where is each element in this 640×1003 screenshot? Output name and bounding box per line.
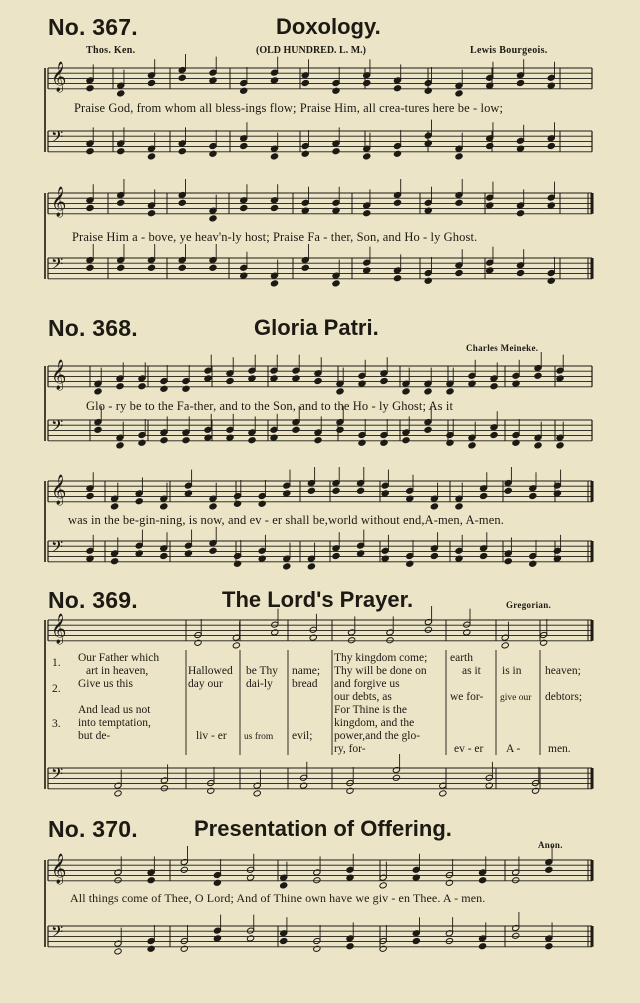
note-head — [226, 377, 234, 384]
note-head — [534, 442, 542, 449]
note-head — [111, 503, 119, 510]
hymn-title: Gloria Patri. — [254, 315, 379, 340]
note-head — [381, 555, 389, 562]
note-head — [180, 866, 188, 873]
note-head — [180, 945, 188, 952]
note-head — [307, 563, 315, 570]
note-head — [486, 267, 494, 274]
note-head — [455, 269, 463, 276]
note-head — [402, 437, 410, 444]
chant-text: ev - er — [454, 743, 484, 755]
note-head — [86, 148, 94, 155]
note-head — [336, 388, 344, 395]
note-head — [138, 439, 146, 446]
treble-clef-icon: 𝄞 — [51, 475, 67, 505]
note-head — [516, 210, 524, 217]
note-head — [270, 77, 278, 84]
note-head — [480, 552, 488, 559]
note-head — [271, 629, 279, 636]
note-head — [445, 879, 453, 886]
note-head — [313, 945, 321, 952]
note-head — [534, 372, 542, 379]
note-head — [468, 380, 476, 387]
chant-text: we for- — [450, 691, 484, 703]
note-head — [178, 199, 186, 206]
note-head — [247, 935, 255, 942]
note-head — [363, 267, 371, 274]
note-head — [445, 937, 453, 944]
note-head — [178, 264, 186, 271]
note-head — [363, 79, 371, 86]
note-head — [545, 943, 553, 950]
note-head — [512, 380, 520, 387]
chant-text: day our — [188, 678, 223, 690]
chant-text: A - — [506, 743, 521, 755]
bass-clef-icon: 𝄢 — [51, 417, 64, 439]
note-head — [117, 148, 125, 155]
chant-text: our debts, as — [334, 691, 392, 703]
note-head — [253, 790, 261, 797]
treble-clef-icon: 𝄞 — [51, 614, 67, 644]
chant-text: Hallowed — [188, 665, 233, 677]
note-head — [270, 434, 278, 441]
note-head — [424, 426, 432, 433]
note-head — [270, 153, 278, 160]
note-head — [309, 634, 317, 641]
note-head — [213, 879, 221, 886]
note-head — [292, 375, 300, 382]
chant-text: Give us this — [78, 678, 133, 690]
note-head — [160, 503, 168, 510]
note-head — [240, 204, 248, 211]
hymn-number: No. 370. — [48, 816, 138, 842]
note-head — [512, 877, 520, 884]
note-head — [424, 87, 432, 94]
chant-text: kingdom, and the — [334, 717, 415, 729]
note-head — [209, 215, 217, 222]
note-head — [504, 487, 512, 494]
chant-text: be Thy — [246, 665, 279, 677]
note-head — [424, 207, 432, 214]
chant-text: art in heaven, — [86, 665, 149, 677]
note-head — [147, 945, 155, 952]
note-head — [240, 272, 248, 279]
note-head — [358, 439, 366, 446]
note-head — [138, 383, 146, 390]
note-head — [455, 555, 463, 562]
lyric-line: was in the be-gin-ning, is now, and ev - er shall be,world without end,A-men, A-men. — [68, 513, 504, 527]
note-head — [111, 558, 119, 565]
bass-clef-icon: 𝄢 — [51, 765, 64, 787]
hymn-title: The Lord's Prayer. — [222, 587, 414, 612]
note-head — [117, 264, 125, 271]
chant-text: liv - er — [196, 730, 227, 742]
bass-clef-icon: 𝄢 — [51, 128, 64, 150]
note-head — [160, 437, 168, 444]
note-head — [207, 787, 215, 794]
note-head — [240, 87, 248, 94]
note-head — [412, 937, 420, 944]
note-head — [209, 77, 217, 84]
note-head — [386, 637, 394, 644]
note-head — [402, 388, 410, 395]
bass-clef-icon: 𝄢 — [51, 255, 64, 277]
note-head — [234, 560, 242, 567]
hymn-number: No. 369. — [48, 587, 138, 613]
hymn-number: No. 367. — [48, 14, 138, 40]
note-head — [547, 202, 555, 209]
lyric-line: All things come of Thee, O Lord; And of Thine own have we giv - en Thee. A - men. — [70, 891, 486, 905]
note-head — [86, 555, 94, 562]
note-head — [556, 375, 564, 382]
note-head — [204, 434, 212, 441]
note-head — [234, 500, 242, 507]
note-head — [332, 207, 340, 214]
note-head — [204, 375, 212, 382]
chant-text: evil; — [292, 730, 313, 742]
composer-credit: Lewis Bourgeois. — [470, 45, 548, 56]
note-head — [545, 866, 553, 873]
note-head — [314, 377, 322, 384]
note-head — [455, 90, 463, 97]
note-head — [117, 199, 125, 206]
note-head — [455, 153, 463, 160]
note-head — [313, 877, 321, 884]
chant-text: For Thine is the — [334, 704, 407, 716]
note-head — [232, 642, 240, 649]
chant-text: into temptation, — [78, 717, 151, 729]
note-head — [468, 442, 476, 449]
note-head — [446, 439, 454, 446]
note-head — [501, 642, 509, 649]
chant-text: men. — [548, 743, 571, 755]
note-head — [406, 560, 414, 567]
chant-text: name; — [292, 665, 321, 677]
hymn-title: Presentation of Offering. — [194, 816, 452, 841]
chant-text: power,and the glo- — [334, 730, 421, 742]
note-head — [116, 383, 124, 390]
chant-text: heaven; — [545, 665, 581, 677]
note-head — [94, 388, 102, 395]
note-head — [332, 552, 340, 559]
note-head — [379, 882, 387, 889]
note-head — [363, 153, 371, 160]
chant-text: Thy kingdom come; — [334, 652, 428, 664]
note-head — [393, 199, 401, 206]
note-head — [307, 487, 315, 494]
composer-credit: Charles Meineke. — [466, 343, 539, 353]
note-head — [209, 264, 217, 271]
treble-clef-icon: 𝄞 — [51, 360, 67, 390]
note-head — [357, 487, 365, 494]
note-head — [455, 199, 463, 206]
treble-clef-icon: 𝄞 — [51, 854, 67, 884]
note-head — [529, 560, 537, 567]
note-head — [247, 874, 255, 881]
hymn-title: Doxology. — [276, 14, 381, 39]
note-head — [424, 140, 432, 147]
note-head — [490, 431, 498, 438]
note-head — [357, 550, 365, 557]
chant-text: debtors; — [545, 691, 583, 703]
note-head — [393, 275, 401, 282]
chant-text: ry, for- — [334, 743, 366, 755]
note-head — [393, 150, 401, 157]
note-head — [392, 774, 400, 781]
note-head — [184, 490, 192, 497]
chant-text: earth — [450, 652, 473, 664]
note-head — [184, 550, 192, 557]
bass-clef-icon: 𝄢 — [51, 538, 64, 560]
chant-text: dai-ly — [246, 678, 273, 690]
note-head — [424, 277, 432, 284]
note-head — [490, 383, 498, 390]
note-head — [363, 210, 371, 217]
note-head — [479, 877, 487, 884]
hymn-number: No. 368. — [48, 315, 138, 341]
note-head — [346, 874, 354, 881]
note-head — [332, 148, 340, 155]
composer-credit: Gregorian. — [506, 600, 552, 610]
note-head — [486, 142, 494, 149]
note-head — [547, 142, 555, 149]
note-head — [147, 153, 155, 160]
note-head — [283, 563, 291, 570]
note-head — [540, 639, 548, 646]
note-head — [182, 437, 190, 444]
note-head — [209, 547, 217, 554]
note-head — [332, 280, 340, 287]
note-head — [280, 937, 288, 944]
note-head — [114, 948, 122, 955]
note-head — [430, 503, 438, 510]
note-head — [512, 932, 520, 939]
note-head — [463, 629, 471, 636]
note-head — [209, 150, 217, 157]
note-head — [300, 782, 308, 789]
note-head — [424, 626, 432, 633]
chant-text: us from — [244, 732, 274, 742]
note-head — [479, 943, 487, 950]
note-head — [301, 79, 309, 86]
note-head — [213, 935, 221, 942]
note-head — [270, 375, 278, 382]
note-head — [455, 503, 463, 510]
note-head — [504, 558, 512, 565]
note-head — [116, 442, 124, 449]
note-head — [430, 552, 438, 559]
note-head — [532, 787, 540, 794]
note-head — [117, 90, 125, 97]
note-head — [194, 639, 202, 646]
note-head — [114, 877, 122, 884]
note-head — [147, 877, 155, 884]
note-head — [248, 437, 256, 444]
chant-text: and forgive us — [334, 678, 400, 690]
note-head — [529, 492, 537, 499]
note-head — [226, 434, 234, 441]
note-head — [270, 280, 278, 287]
bass-clef-icon: 𝄢 — [51, 923, 64, 945]
note-head — [547, 82, 555, 89]
note-head — [424, 388, 432, 395]
note-head — [301, 207, 309, 214]
note-head — [160, 385, 168, 392]
chant-text: but de- — [78, 730, 111, 742]
verse-number: 2. — [52, 683, 61, 695]
chant-text: Thy will be done on — [334, 665, 427, 677]
note-head — [446, 388, 454, 395]
note-head — [182, 385, 190, 392]
note-head — [516, 269, 524, 276]
note-head — [556, 442, 564, 449]
note-head — [486, 82, 494, 89]
note-head — [160, 785, 168, 792]
note-head — [178, 148, 186, 155]
chant-text: Our Father which — [78, 652, 160, 664]
chant-text: And lead us not — [78, 704, 151, 716]
note-head — [332, 487, 340, 494]
note-head — [486, 202, 494, 209]
note-head — [280, 882, 288, 889]
note-head — [258, 500, 266, 507]
note-head — [86, 492, 94, 499]
note-head — [94, 426, 102, 433]
note-head — [147, 210, 155, 217]
note-head — [248, 375, 256, 382]
note-head — [314, 437, 322, 444]
note-head — [160, 552, 168, 559]
chant-text: as it — [462, 665, 481, 677]
note-head — [439, 790, 447, 797]
note-head — [301, 264, 309, 271]
note-head — [516, 145, 524, 152]
note-head — [292, 426, 300, 433]
note-head — [178, 74, 186, 81]
note-head — [86, 204, 94, 211]
note-head — [380, 377, 388, 384]
note-head — [480, 492, 488, 499]
note-head — [86, 264, 94, 271]
note-head — [516, 79, 524, 86]
treble-clef-icon: 𝄞 — [51, 62, 67, 92]
note-head — [147, 264, 155, 271]
note-head — [485, 782, 493, 789]
lyric-line: Praise Him a - bove, ye heav'n-ly host; Praise Fa - ther, Son, and Ho - ly Ghost. — [72, 230, 478, 244]
note-head — [270, 204, 278, 211]
composer-credit: Anon. — [538, 840, 563, 850]
note-head — [283, 490, 291, 497]
note-head — [336, 426, 344, 433]
note-head — [135, 498, 143, 505]
tune-meter: (OLD HUNDRED. L. M.) — [256, 45, 366, 56]
note-head — [114, 790, 122, 797]
note-head — [348, 637, 356, 644]
note-head — [346, 787, 354, 794]
note-head — [358, 380, 366, 387]
lyric-line: Praise God, from whom all bless-ings flow; Praise Him, all crea-tures here be - low; — [74, 101, 504, 115]
verse-number: 3. — [52, 718, 61, 730]
note-head — [147, 79, 155, 86]
note-head — [406, 495, 414, 502]
author-credit: Thos. Ken. — [86, 45, 136, 56]
lyric-line: Glo - ry be to the Fa-ther, and to the Son, and to the Ho - ly Ghost; As it — [86, 399, 454, 413]
note-head — [547, 277, 555, 284]
note-head — [86, 85, 94, 92]
chant-text: bread — [292, 678, 318, 690]
verse-number: 1. — [52, 657, 61, 669]
note-head — [240, 142, 248, 149]
note-head — [393, 85, 401, 92]
note-head — [512, 439, 520, 446]
note-head — [135, 550, 143, 557]
note-head — [381, 490, 389, 497]
chant-text: is in — [502, 665, 522, 677]
chant-text: give our — [500, 693, 532, 703]
note-head — [412, 874, 420, 881]
note-head — [258, 555, 266, 562]
note-head — [346, 943, 354, 950]
note-head — [380, 439, 388, 446]
note-head — [332, 87, 340, 94]
treble-clef-icon: 𝄞 — [51, 187, 67, 217]
note-head — [301, 150, 309, 157]
note-head — [209, 503, 217, 510]
